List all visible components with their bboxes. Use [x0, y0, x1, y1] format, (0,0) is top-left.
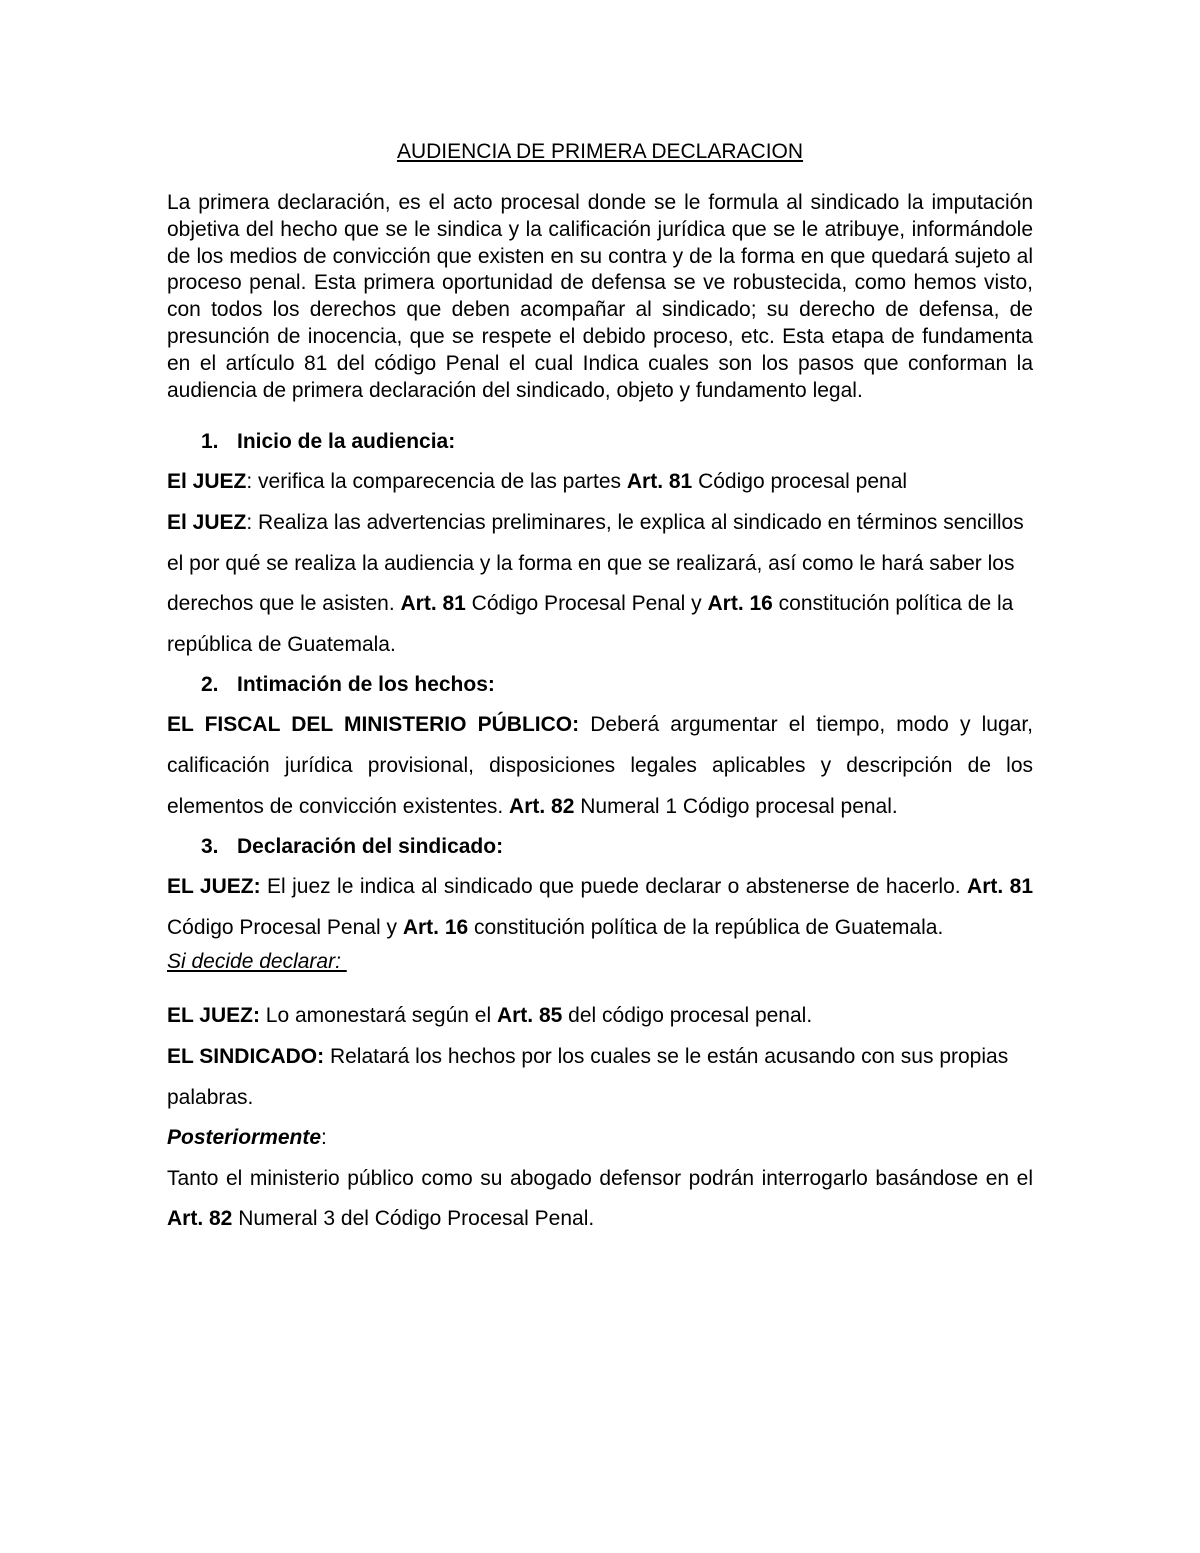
posteriormente-label: Posteriormente	[167, 1126, 322, 1150]
section-title: Declaración del sindicado:	[237, 835, 504, 859]
section-heading-declaracion	[167, 827, 1033, 867]
document-page	[167, 138, 1033, 1240]
paragraph-text: constitución política de la república de Guatemala.	[468, 915, 944, 939]
section-title: Intimación de los hechos:	[237, 673, 495, 697]
article-ref: Art. 81	[400, 592, 466, 616]
section-number: 3.	[201, 835, 219, 859]
subheading-si-decide	[167, 948, 1033, 976]
document-title: AUDIENCIA DE PRIMERA DECLARACION	[396, 140, 804, 163]
paragraph-sindicado	[167, 1037, 1033, 1118]
section-heading-intimacion	[167, 665, 1033, 705]
article-ref: Art. 81	[967, 875, 1034, 899]
paragraph-text: Deberá argumentar el tiempo, modo y lugar, calificación jurídica provisional, disposiciones legales aplicables y descripción de los elementos de convicción existentes.	[167, 713, 1034, 818]
article-ref: Art. 85	[496, 1004, 563, 1028]
paragraph-text: Numeral 1 Código procesal penal.	[574, 794, 898, 818]
speaker-label: EL SINDICADO:	[167, 1044, 325, 1068]
article-ref: Art. 16	[402, 915, 469, 939]
speaker-label: EL JUEZ:	[167, 875, 261, 899]
section-number: 1.	[201, 430, 219, 454]
section-title: Inicio de la audiencia:	[237, 430, 456, 454]
paragraph-text: Relatará los hechos por los cuales se le están acusando con sus propias palabras.	[167, 1044, 1009, 1109]
article-ref: Art. 82	[509, 794, 575, 818]
article-ref: Art. 82	[167, 1207, 233, 1231]
paragraph-text: Tanto el ministerio público como su abogado defensor podrán interrogarlo basándose en el	[167, 1166, 1033, 1190]
paragraph-text: Lo amonestará según el	[259, 1004, 497, 1028]
paragraph-text: El juez le indica al sindicado que puede declarar o abstenerse de hacerlo.	[260, 875, 968, 899]
posteriormente-heading	[167, 1118, 1033, 1159]
paragraph-text: Código procesal penal	[692, 470, 908, 494]
paragraph-text: constitución política de la república de Guatemala.	[167, 592, 1014, 656]
article-ref: Art. 16	[707, 592, 773, 616]
section-number: 2.	[201, 673, 219, 697]
speaker-label: El JUEZ	[167, 470, 247, 494]
article-ref: Art. 81	[626, 470, 693, 494]
intro-paragraph: La primera declaración, es el acto procesal donde se le formula al sindicado la imputación objetiva del hecho que se le sindica y la calificación jurídica que se le atribuye, informándole de los medios de convicción que existen en su contra y de la forma en que quedará sujeto al proceso penal. Esta primera oportunidad de defensa se ve robustecida, como hemos visto, con todos los derechos que deben acompañar al sindicado; su derecho de defensa, de presunción de inocencia, que se respete el debido proceso, etc. Esta etapa de fundamenta en el artículo 81 del código Penal el cual Indica cuales son los pasos que conforman la audiencia de primera declaración del sindicado, objeto y fundamento legal.	[167, 191, 1033, 402]
section-heading-inicio	[167, 428, 1033, 456]
paragraph-text: Código Procesal Penal y	[465, 592, 708, 616]
paragraph-interrogatorio	[167, 1159, 1033, 1240]
speaker-label: El JUEZ	[167, 510, 247, 534]
posteriormente-colon: :	[321, 1126, 327, 1150]
paragraph-juez-indica	[167, 867, 1033, 948]
si-decide-label: Si decide declarar:	[167, 950, 347, 974]
paragraph-text: del código procesal penal.	[562, 1004, 813, 1028]
paragraph-text: : verifica la comparecencia de las partes	[246, 470, 627, 494]
paragraph-fiscal	[167, 705, 1033, 827]
paragraph-text: Numeral 3 del Código Procesal Penal.	[232, 1207, 595, 1231]
paragraph-juez-amonesta	[167, 996, 1033, 1037]
speaker-label: EL FISCAL DEL MINISTERIO PÚBLICO:	[167, 713, 580, 737]
paragraph-juez-advertencias	[167, 503, 1033, 665]
paragraph-text: Código Procesal Penal y	[167, 915, 403, 939]
paragraph-text: : Realiza las advertencias preliminares, le explica al sindicado en términos sencillos el por qué se realiza la audiencia y la forma en que se realizará, así como le hará saber los derechos que le asisten.	[167, 510, 1024, 616]
speaker-label: EL JUEZ:	[167, 1004, 260, 1028]
paragraph-juez-verifica	[167, 462, 1033, 503]
